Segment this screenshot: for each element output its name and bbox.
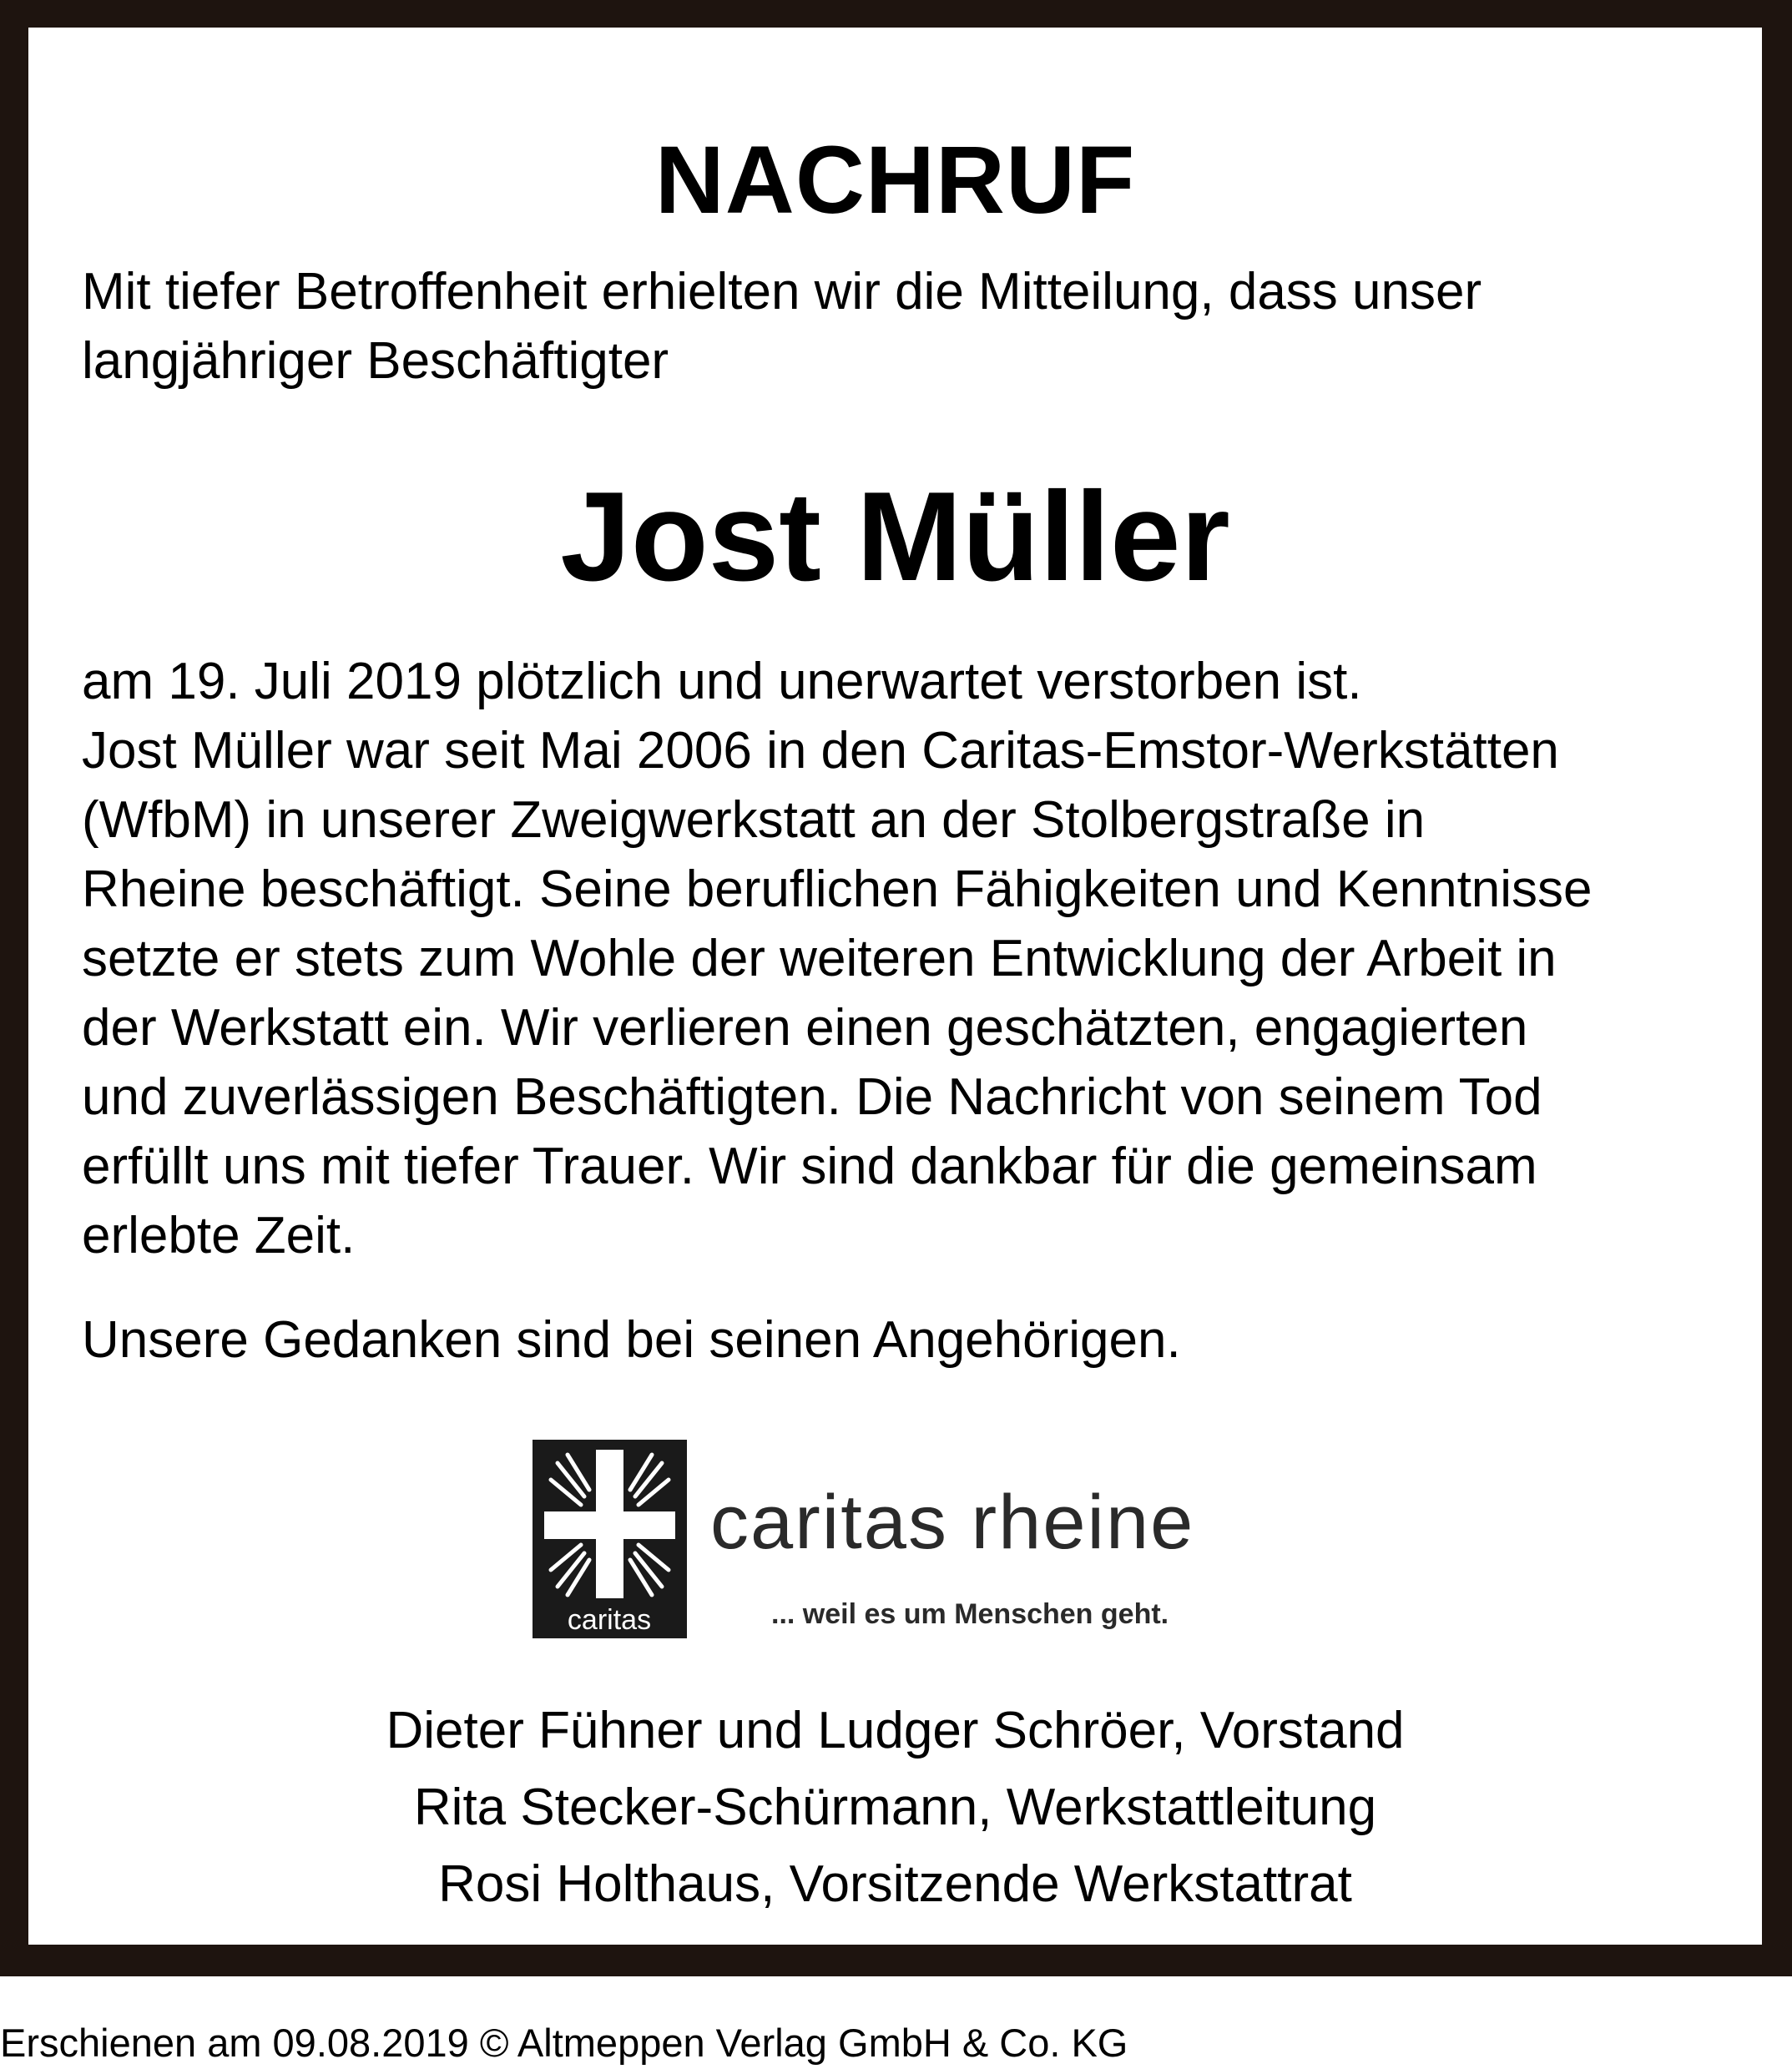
obituary-title: NACHRUF — [654, 127, 1136, 234]
caritas-rheine-logo — [533, 1438, 1280, 1643]
logo-name: caritas rheine — [710, 1480, 1195, 1565]
body-line: erlebte Zeit. — [82, 1207, 356, 1264]
signer-line: Rita Stecker-Schürmann, Werkstattleitung — [413, 1779, 1377, 1836]
badge-label: caritas — [567, 1604, 652, 1636]
body-line: (WfbM) in unserer Zweigwerkstatt an der Stolbergstraße in — [82, 791, 1426, 849]
logo-tagline: ... weil es um Menschen geht. — [771, 1598, 1169, 1630]
caritas-logo-graphic — [533, 1438, 1280, 1643]
signer-line: Rosi Holthaus, Vorsitzende Werkstattrat — [438, 1855, 1352, 1913]
intro-line: Mit tiefer Betroffenheit erhielten wir die Mitteilung, dass unser — [82, 263, 1482, 320]
body-line: der Werkstatt ein. Wir verlieren einen geschätzten, engagierten — [82, 999, 1528, 1057]
body-line: Jost Müller war seit Mai 2006 in den Caritas-Emstor-Werkstätten — [82, 722, 1559, 780]
body-line: setzte er stets zum Wohle der weiteren Entwicklung der Arbeit in — [82, 930, 1557, 987]
intro-paragraph — [82, 257, 1751, 396]
signer-line: Dieter Fühner und Ludger Schröer, Vorstand — [386, 1702, 1405, 1759]
signers — [28, 1693, 1762, 1923]
body-line: und zuverlässigen Beschäftigten. Die Nachricht von seinem Tod — [82, 1068, 1542, 1126]
obituary-card — [28, 28, 1762, 1945]
body-paragraph — [82, 647, 1751, 1270]
deceased-name: Jost Müller — [560, 466, 1230, 608]
body-line: erfüllt uns mit tiefer Trauer. Wir sind dankbar für die gemeinsam — [82, 1138, 1537, 1195]
body-line: am 19. Juli 2019 plötzlich und unerwartet verstorben ist. — [82, 653, 1362, 710]
intro-line: langjähriger Beschäftigter — [82, 332, 669, 390]
body-line: Rheine beschäftigt. Seine beruflichen Fähigkeiten und Kenntnisse — [82, 860, 1593, 918]
closing-line: Unsere Gedanken sind bei seinen Angehörigen. — [82, 1311, 1181, 1369]
publication-footer: Erschienen am 09.08.2019 © Altmeppen Verlag GmbH & Co. KG — [0, 2021, 1128, 2065]
